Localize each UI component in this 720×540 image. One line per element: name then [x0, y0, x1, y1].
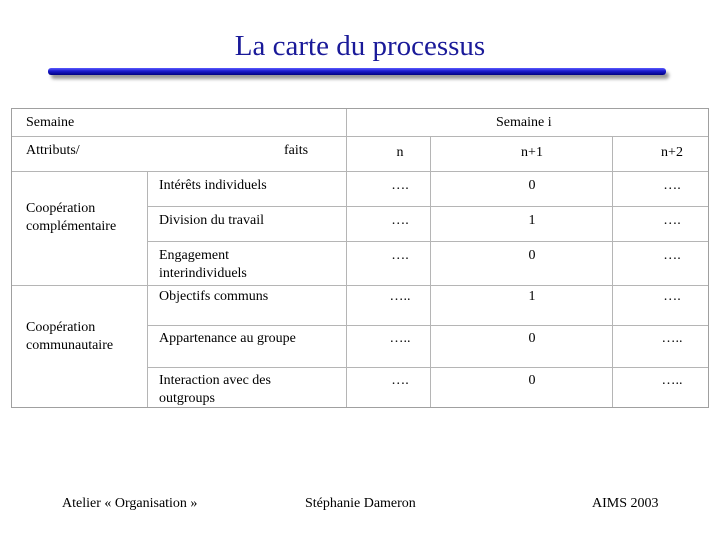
- group-label-cooperation-complementaire: [26, 200, 116, 236]
- fact-line: outgroups: [159, 391, 215, 406]
- table-rule: [346, 109, 347, 407]
- footer-right: AIMS 2003: [592, 496, 659, 511]
- slide-title: La carte du processus: [234, 30, 486, 62]
- header-attributs: Attributs/: [26, 143, 80, 158]
- table-rule: [147, 325, 708, 326]
- fact-objectifs-communs: Objectifs communs: [159, 289, 269, 304]
- process-map-table: [11, 108, 709, 408]
- cell-n1: 0: [528, 373, 536, 388]
- header-col-n2: n+2: [661, 145, 683, 160]
- table-rule: [612, 137, 613, 407]
- table-rule: [147, 206, 708, 207]
- fact-division-du-travail: Division du travail: [159, 213, 264, 228]
- fact-appartenance-au-groupe: Appartenance au groupe: [159, 331, 296, 346]
- fact-engagement-interindividuels: [159, 247, 247, 283]
- header-col-n1: n+1: [521, 145, 543, 160]
- cell-n1: 0: [528, 248, 536, 263]
- group-label-line: Coopération: [26, 201, 96, 216]
- group-label-line: communautaire: [26, 338, 114, 353]
- cell-n2: …..: [661, 331, 683, 346]
- fact-line: Engagement: [159, 248, 229, 263]
- footer-left: Atelier « Organisation »: [62, 496, 198, 511]
- title-underline-bar: [48, 68, 666, 75]
- cell-n1: 1: [528, 213, 536, 228]
- cell-n2: ….: [663, 289, 681, 304]
- cell-n2: ….: [663, 213, 681, 228]
- cell-n: …..: [389, 331, 411, 346]
- header-faits: faits: [284, 143, 309, 158]
- table-rule: [147, 367, 708, 368]
- table-rule: [12, 285, 708, 286]
- fact-interaction-outgroups: [159, 372, 271, 408]
- header-col-n: n: [396, 145, 404, 160]
- cell-n2: ….: [663, 248, 681, 263]
- table-rule: [12, 136, 708, 137]
- footer-center: Stéphanie Dameron: [305, 496, 416, 511]
- table-rule: [12, 171, 708, 172]
- cell-n1: 0: [528, 178, 536, 193]
- group-label-line: Coopération: [26, 320, 96, 335]
- cell-n1: 0: [528, 331, 536, 346]
- cell-n2: …..: [661, 373, 683, 388]
- header-semaine: Semaine: [26, 115, 75, 130]
- cell-n: …..: [389, 289, 411, 304]
- cell-n2: ….: [663, 178, 681, 193]
- group-label-line: complémentaire: [26, 219, 117, 234]
- cell-n: ….: [391, 248, 409, 263]
- table-rule: [147, 171, 148, 407]
- cell-n1: 1: [528, 289, 536, 304]
- table-rule: [147, 241, 708, 242]
- fact-line: Interaction avec des: [159, 373, 271, 388]
- cell-n: ….: [391, 178, 409, 193]
- cell-n: ….: [391, 213, 409, 228]
- cell-n: ….: [391, 373, 409, 388]
- fact-line: interindividuels: [159, 266, 247, 281]
- group-label-cooperation-communautaire: [26, 319, 113, 355]
- fact-interets-individuels: Intérêts individuels: [159, 178, 267, 193]
- header-semaine-i: Semaine i: [496, 115, 552, 130]
